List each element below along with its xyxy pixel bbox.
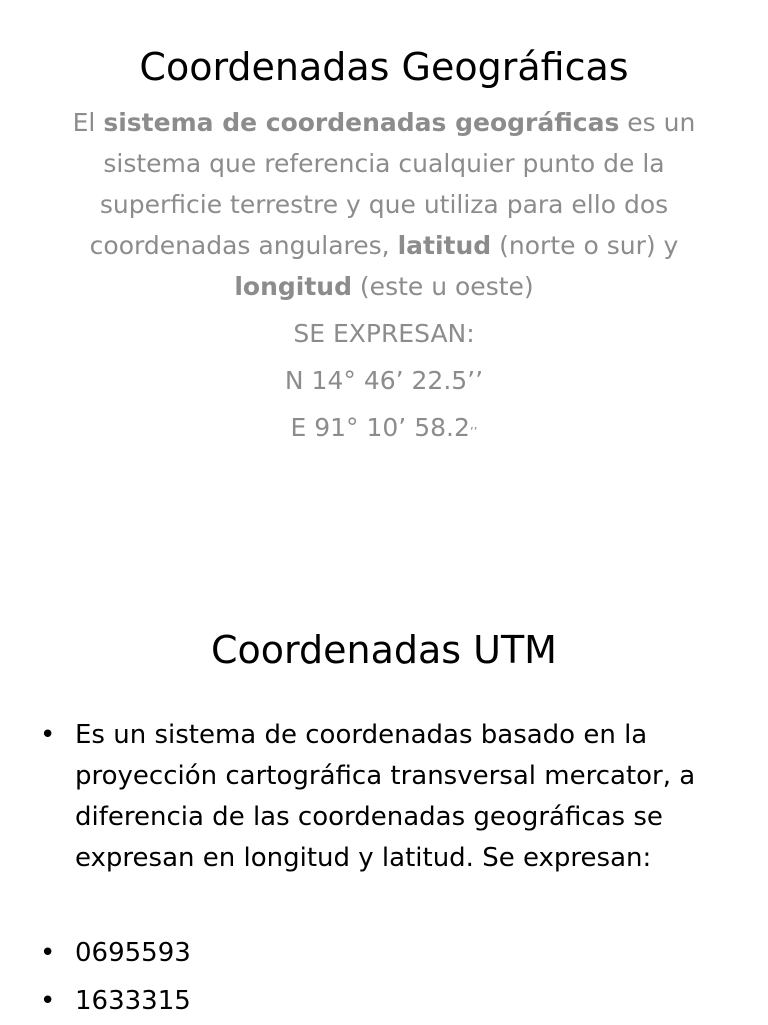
intro-text: (norte o sur) y	[491, 231, 679, 260]
seconds-mark: ’’	[469, 425, 478, 439]
list-item	[40, 929, 740, 977]
intro-text: El	[72, 108, 104, 137]
utm-northing-value: 1633315	[75, 986, 191, 1016]
slide-utm-coordinates	[0, 560, 768, 1024]
coordinate-examples	[0, 310, 768, 451]
intro-text: es un sistema que referencia cualquier punto de la superficie terrestre y que utiliza para ello dos coordenadas angulares,	[89, 108, 696, 260]
bullet-icon: •	[40, 986, 56, 1016]
coordinate-east	[0, 404, 768, 451]
intro-text: (este u oeste)	[351, 272, 534, 301]
bullet-icon: •	[40, 720, 56, 750]
expresan-label: SE EXPRESAN:	[293, 319, 475, 348]
coordinate-east-value: E 91° 10’ 58.2	[290, 413, 470, 442]
coordinate-north: N 14° 46’ 22.5’’	[284, 366, 484, 395]
utm-description: Es un sistema de coordenadas basado en la proyección cartográfica transversal mercator, a diferencia de las coordenadas geográficas se expresan en longitud y latitud. Se expresan:	[75, 720, 696, 873]
slide-title: Coordenadas Geográficas	[139, 45, 629, 89]
bullet-icon: •	[40, 938, 56, 968]
list-item	[40, 715, 740, 879]
list-item	[40, 977, 740, 1025]
slide-title: Coordenadas UTM	[211, 628, 557, 672]
intro-paragraph	[40, 102, 728, 307]
list-spacer	[40, 879, 740, 929]
intro-bold-term: sistema de coordenadas geográficas	[103, 108, 620, 137]
latitude-term: latitud	[397, 231, 492, 260]
utm-easting-value: 0695593	[75, 938, 191, 968]
longitude-term: longitud	[234, 272, 352, 301]
bullet-list	[40, 715, 740, 1025]
